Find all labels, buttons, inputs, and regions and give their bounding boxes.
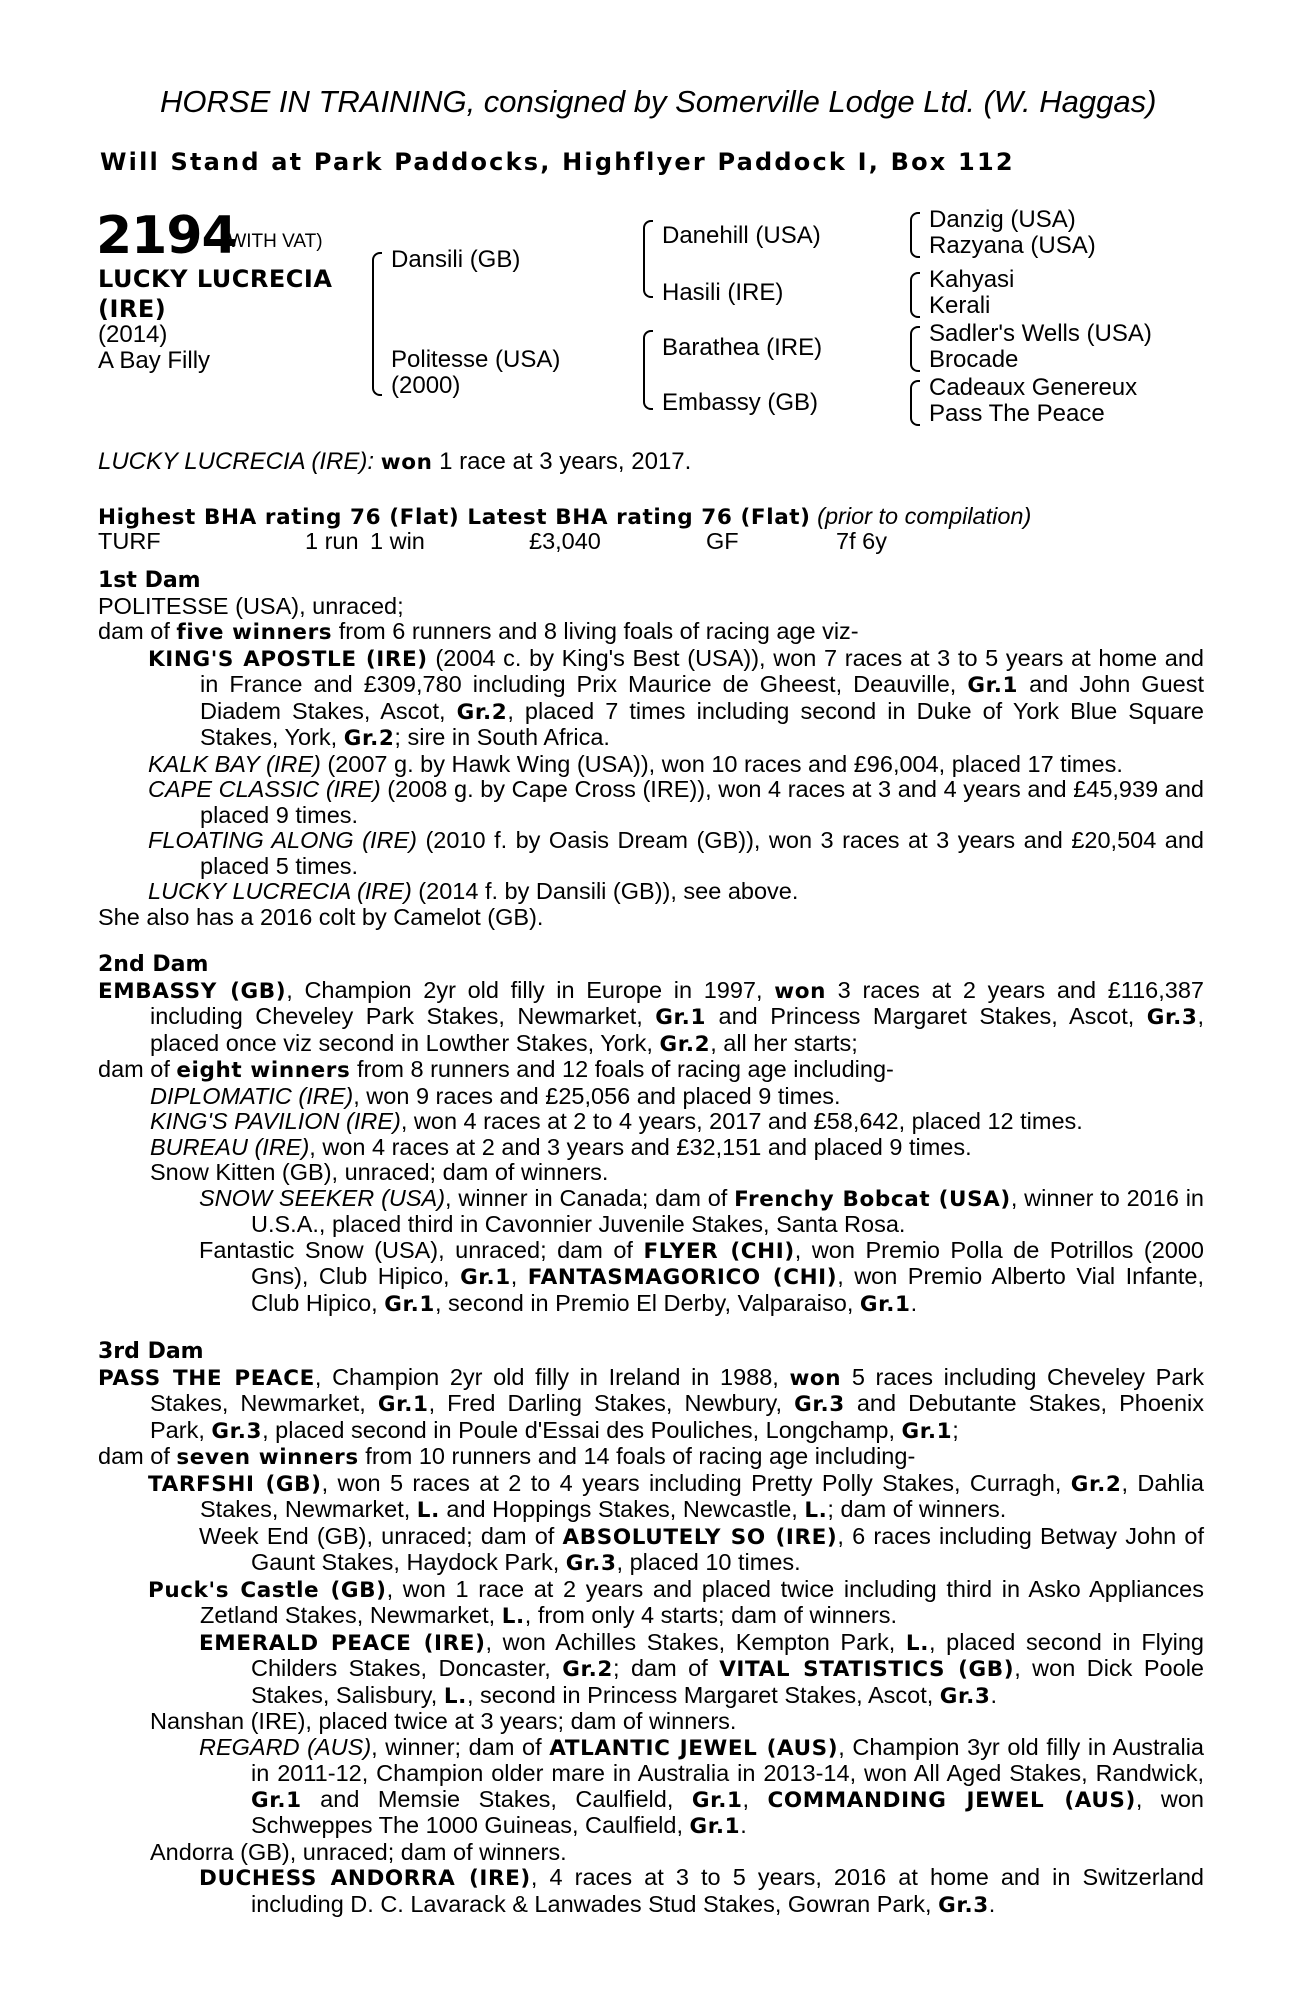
ss-name: SNOW SEEKER (USA) <box>199 1184 446 1211</box>
dam3-dam-of-c: from 10 runners and 14 foals of racing age including- <box>358 1443 916 1469</box>
ep-t1: , won Achilles Stakes, Kempton Park, <box>485 1628 906 1655</box>
fs-fant: FANTASMAGORICO (CHI) <box>527 1265 838 1290</box>
pedigree-bracket-g1 <box>910 212 920 258</box>
pedigree-bracket-sire <box>643 220 653 298</box>
bha-rating <box>98 503 1031 530</box>
ptp-gr3: Gr.3 <box>211 1418 263 1444</box>
dam1-intro: POLITESSE (USA), unraced; <box>98 592 404 619</box>
reg-t4: , <box>742 1785 768 1812</box>
pedigree-g8: Pass The Peace <box>929 400 1105 427</box>
turf-going: GF <box>706 528 739 554</box>
dip-t: , won 9 races and £25,056 and placed 9 times. <box>353 1082 841 1109</box>
ptp-t4: and Debutante Stakes, Phoenix Park, <box>150 1390 1204 1443</box>
pedigree-bracket-main <box>372 252 382 396</box>
pedigree-dam: Politesse (USA) <box>391 346 561 373</box>
dam2-dam-of <box>98 1057 1204 1084</box>
kings-gr1: Gr.1 <box>967 673 1019 698</box>
ptp-t5: , placed second in Poule d'Essai des Pouliches, Longchamp, <box>262 1416 902 1443</box>
summary-text: 1 race at 3 years, 2017. <box>439 448 692 475</box>
turf-runs: 1 run <box>305 528 359 554</box>
dam1-dam-of-a: dam of <box>98 618 177 644</box>
section-1st-dam: 1st Dam <box>98 568 201 593</box>
emb-won: won <box>774 978 826 1004</box>
progeny-kings-apostle <box>98 646 1204 752</box>
da-name: DUCHESS ANDORRA (IRE) <box>199 1866 531 1891</box>
progeny-kings-pavilion <box>98 1109 1204 1135</box>
ptp-t2: 5 races including Cheveley Park Stakes, Newmarket, <box>150 1363 1204 1416</box>
horse-description: A Bay Filly <box>98 347 211 374</box>
reg-t1: , winner; dam of <box>371 1733 550 1760</box>
reg-gr1: Gr.1 <box>251 1787 302 1813</box>
progeny-floating-along <box>98 828 1204 879</box>
pc-name: Puck's Castle (GB) <box>148 1577 387 1603</box>
fs-gr1: Gr.1 <box>460 1265 511 1290</box>
progeny-nanshan: Nanshan (IRE), placed twice at 3 years; dam of winners. <box>150 1708 737 1734</box>
fs-t1: Fantastic Snow (USA), unraced; dam of <box>199 1236 644 1263</box>
ep-t4: , won Dick Poole Stakes, Salisbury, <box>251 1655 1204 1708</box>
dam1-colt: She also has a 2016 colt by Camelot (GB). <box>98 903 544 930</box>
fs-flyer: FLYER (CHI) <box>643 1238 795 1264</box>
reg-t2: , Champion 3yr old filly in Australia in 2011-12, Champion older mare in Australia in 2013-14, won All Aged Stakes, Randwick, <box>251 1733 1204 1786</box>
progeny-duchess-andorra <box>98 1865 1204 1918</box>
tar-t4: ; dam of winners. <box>827 1496 1007 1522</box>
pc-t2: , from only 4 starts; dam of winners. <box>524 1602 897 1628</box>
pedigree-bracket-dam <box>643 330 653 410</box>
we-t1: Week End (GB), unraced; dam of <box>199 1522 563 1549</box>
ep-gr1: Gr.2 <box>562 1657 613 1682</box>
progeny-kalk-bay <box>98 752 1204 778</box>
pedigree-sire-sire: Danehill (USA) <box>662 222 821 249</box>
tar-l1: L. <box>416 1498 440 1523</box>
bur-t: , won 4 races at 2 and 3 years and £32,151 and placed 9 times. <box>309 1133 972 1160</box>
pedigree-dam-year: (2000) <box>391 372 461 399</box>
lot-number: 2194 <box>96 206 237 266</box>
family-body <box>98 568 1204 1918</box>
emb-gr1: Gr.1 <box>655 1005 707 1030</box>
ep-t5: , second in Princess Margaret Stakes, Ascot, <box>466 1681 940 1708</box>
fs-t3: , <box>510 1263 528 1289</box>
pedigree-bracket-g4 <box>910 380 920 426</box>
dam2-dam-of-a: dam of <box>98 1056 177 1082</box>
progeny-snow-kitten: Snow Kitten (GB), unraced; dam of winners. <box>150 1159 609 1185</box>
progeny-tarfshi <box>98 1471 1204 1524</box>
progeny-fantastic-snow <box>98 1238 1204 1318</box>
horse-name-line1: LUCKY LUCRECIA <box>98 265 333 293</box>
ptp-name: PASS THE PEACE <box>98 1365 315 1391</box>
turf-wins: 1 win <box>370 528 425 554</box>
tar-name: TARFSHI (GB) <box>148 1471 322 1497</box>
emb-gr2: Gr.3 <box>1146 1005 1198 1030</box>
we-t3: , placed 10 times. <box>616 1549 801 1575</box>
horse-name <box>98 264 332 324</box>
pedigree-dam-dam: Embassy (GB) <box>662 389 819 416</box>
pedigree-g2: Razyana (USA) <box>929 232 1096 259</box>
progeny-diplomatic <box>98 1084 1204 1110</box>
emb-t3: and Princess Margaret Stakes, Ascot, <box>706 1003 1147 1029</box>
race-summary <box>98 448 691 476</box>
dam1-dam-of-b: five winners <box>176 620 333 645</box>
progeny-pucks-castle <box>98 1577 1204 1630</box>
progeny-lucky-lucrecia <box>98 879 1204 905</box>
progeny-bureau <box>98 1135 1204 1161</box>
pedigree-g1: Danzig (USA) <box>929 206 1076 233</box>
reg-t3: and Memsie Stakes, Caulfield, <box>301 1785 692 1812</box>
tar-gr: Gr.2 <box>1070 1471 1122 1497</box>
reg-aj: ATLANTIC JEWEL (AUS) <box>549 1735 839 1761</box>
tar-t2: , Dahlia Stakes, Newmarket, <box>200 1469 1204 1522</box>
pedigree-g7: Cadeaux Genereux <box>929 374 1138 401</box>
kings-name: KING'S APOSTLE (IRE) <box>148 646 428 672</box>
section-2nd-dam: 2nd Dam <box>98 952 209 977</box>
ss-t2: , winner to 2016 in U.S.A., placed third in Cavonnier Juvenile Stakes, Santa Rosa. <box>251 1184 1204 1237</box>
ep-l1: L. <box>905 1630 929 1656</box>
progeny-emerald-peace <box>98 1630 1204 1710</box>
kp-t: , won 4 races at 2 to 4 years, 2017 and £58,642, placed 12 times. <box>400 1108 1083 1134</box>
ptp-gr2: Gr.3 <box>794 1392 845 1417</box>
ep-t6: . <box>990 1681 998 1708</box>
section-3rd-dam: 3rd Dam <box>98 1339 204 1364</box>
float-t: (2010 f. by Oasis Dream (GB)), won 3 races at 3 years and £20,504 and placed 5 times. <box>200 827 1204 879</box>
stand-location: Will Stand at Park Paddocks, Highflyer Paddock I, Box 112 <box>100 148 1015 176</box>
progeny-snow-seeker <box>98 1186 1204 1238</box>
dip-name: DIPLOMATIC (IRE) <box>150 1082 354 1109</box>
tar-l2: L. <box>804 1498 828 1523</box>
reg-gr3: Gr.1 <box>689 1814 741 1839</box>
vat-note: (WITH VAT) <box>222 231 323 252</box>
ptp-gr1: Gr.1 <box>377 1392 429 1417</box>
pedigree-sire-dam: Hasili (IRE) <box>662 279 784 306</box>
emb-t2: 3 races at 2 years and £116,387 including Cheveley Park Stakes, Newmarket, <box>150 976 1204 1029</box>
summary-colon: : <box>367 448 375 475</box>
emb-name: EMBASSY (GB) <box>98 978 287 1004</box>
kings-t1: (2004 c. by King's Best (USA)), won 7 races at 3 to 5 years at home and in France and £309,780 including Prix Maurice de Gheest, Deauville, <box>200 644 1204 697</box>
dam3-pass-the-peace <box>98 1365 1204 1445</box>
fs-t2: , won Premio Polla de Potrillos (2000 Gns), Club Hipico, <box>251 1236 1204 1289</box>
emb-t5: , all her starts; <box>710 1029 858 1056</box>
pc-t1: , won 1 race at 2 years and placed twice including third in Asko Appliances Zetland Stakes, Newmarket, <box>200 1575 1204 1628</box>
cape-t: (2008 g. by Cape Cross (IRE)), won 4 races at 3 and 4 years and £45,939 and placed 9 times. <box>200 776 1204 828</box>
fs-t6: . <box>910 1289 918 1316</box>
pedigree-bracket-g3 <box>910 326 920 372</box>
emb-t4: , placed once viz second in Lowther Stakes, York, <box>150 1003 1204 1056</box>
ep-gr2: Gr.3 <box>939 1683 991 1709</box>
bha-rating-note: (prior to compilation) <box>817 503 1032 529</box>
dam3-dam-of-b: seven winners <box>176 1445 359 1470</box>
cape-name: CAPE CLASSIC (IRE) <box>148 776 381 802</box>
ep-l2: L. <box>443 1683 467 1709</box>
fs-gr3: Gr.1 <box>859 1291 911 1317</box>
progeny-regard <box>98 1735 1204 1840</box>
dam1-dam-of <box>98 619 1204 646</box>
horse-name-line2: (IRE) <box>98 295 167 323</box>
ptp-won: won <box>789 1365 842 1391</box>
emb-gr3: Gr.2 <box>659 1031 711 1057</box>
reg-gr2: Gr.1 <box>691 1787 743 1813</box>
ss-fb: Frenchy Bobcat (USA) <box>734 1186 1011 1212</box>
ep-vs: VITAL STATISTICS (GB) <box>719 1657 1015 1682</box>
ptp-t3: , Fred Darling Stakes, Newbury, <box>428 1390 795 1416</box>
kings-gr2: Gr.2 <box>456 699 508 725</box>
ptp-gr4: Gr.1 <box>901 1418 953 1444</box>
pedigree-sire: Dansili (GB) <box>391 246 521 273</box>
bha-rating-text: Highest BHA rating 76 (Flat) Latest BHA rating 76 (Flat) <box>98 505 811 530</box>
dam3-dam-of <box>98 1444 1204 1471</box>
pedigree-g4: Kerali <box>929 292 991 319</box>
da-gr: Gr.3 <box>938 1892 989 1918</box>
kalk-name: KALK BAY (IRE) <box>148 750 321 777</box>
fs-t5: , second in Premio El Derby, Valparaiso, <box>434 1289 860 1316</box>
kings-t3: , placed 7 times including second in Duke of York Blue Square Stakes, York, <box>200 697 1204 750</box>
emb-t1: , Champion 2yr old filly in Europe in 1997, <box>286 976 775 1003</box>
pedigree-dam-sire: Barathea (IRE) <box>662 334 823 361</box>
turf-surface: TURF <box>98 528 161 554</box>
lucky-name: LUCKY LUCRECIA (IRE) <box>148 878 412 904</box>
foal-year: (2014) <box>98 321 168 348</box>
pedigree-bracket-g2 <box>910 272 920 318</box>
dam1-dam-of-c: from 6 runners and 8 living foals of racing age viz- <box>332 618 859 644</box>
turf-distance: 7f 6y <box>836 528 887 554</box>
kings-t4: ; sire in South Africa. <box>394 724 610 750</box>
kings-gr3: Gr.2 <box>343 726 395 751</box>
reg-cj: COMMANDING JEWEL (AUS) <box>767 1787 1136 1813</box>
lucky-t: (2014 f. by Dansili (GB)), see above. <box>411 878 799 904</box>
we-name: ABSOLUTELY SO (IRE) <box>562 1524 838 1550</box>
progeny-week-end <box>98 1524 1204 1577</box>
pedigree-g3: Kahyasi <box>929 266 1015 293</box>
kalk-t: (2007 g. by Hawk Wing (USA)), won 10 races and £96,004, placed 17 times. <box>320 750 1123 777</box>
we-gr: Gr.3 <box>565 1551 617 1576</box>
ep-t2: , placed second in Flying Childers Stakes, Doncaster, <box>251 1628 1205 1681</box>
ss-t1: , winner in Canada; dam of <box>445 1184 735 1211</box>
fs-gr2: Gr.1 <box>384 1291 435 1317</box>
reg-t6: . <box>740 1812 747 1838</box>
tar-t3: and Hoppings Stakes, Newcastle, <box>439 1496 805 1522</box>
progeny-andorra: Andorra (GB), unraced; dam of winners. <box>150 1838 567 1865</box>
reg-t5: , won Schweppes The 1000 Guineas, Caulfield, <box>251 1785 1205 1838</box>
consignor-heading: HORSE IN TRAINING, consigned by Somerville Lodge Ltd. (W. Haggas) <box>160 84 1157 119</box>
ptp-t6: ; <box>952 1416 959 1443</box>
kings-t2: and John Guest Diadem Stakes, Ascot, <box>200 671 1205 724</box>
float-name: FLOATING ALONG (IRE) <box>148 827 417 853</box>
progeny-cape-classic <box>98 777 1204 828</box>
summary-horse-name: LUCKY LUCRECIA (IRE) <box>98 448 368 475</box>
da-t1: , 4 races at 3 to 5 years, 2016 at home and in Switzerland including D. C. Lavarack & Lanwades Stud Stakes, Gowran Park, <box>251 1864 1204 1917</box>
da-t2: . <box>988 1890 996 1917</box>
bur-name: BUREAU (IRE) <box>150 1133 310 1160</box>
dam3-dam-of-a: dam of <box>98 1443 177 1469</box>
pc-l: L. <box>501 1604 525 1629</box>
dam2-dam-of-b: eight winners <box>176 1058 351 1083</box>
dam2-dam-of-c: from 8 runners and 12 foals of racing age including- <box>350 1056 894 1082</box>
ep-name: EMERALD PEACE (IRE) <box>199 1630 486 1656</box>
ptp-t1: , Champion 2yr old filly in Ireland in 1988, <box>314 1363 790 1390</box>
reg-name: REGARD (AUS) <box>199 1733 372 1760</box>
turf-earnings: £3,040 <box>529 528 601 554</box>
pedigree-g6: Brocade <box>929 346 1019 373</box>
kp-name: KING'S PAVILION (IRE) <box>150 1108 401 1134</box>
we-t2: , 6 races including Betway John of Gaunt Stakes, Haydock Park, <box>251 1522 1204 1575</box>
ep-t3: ; dam of <box>612 1655 720 1681</box>
fs-t4: , won Premio Alberto Vial Infante, Club Hipico, <box>251 1263 1204 1316</box>
summary-won: won <box>380 450 433 475</box>
tar-t1: , won 5 races at 2 to 4 years including Pretty Polly Stakes, Curragh, <box>321 1469 1071 1496</box>
pedigree-g5: Sadler's Wells (USA) <box>929 320 1152 347</box>
dam2-embassy <box>98 978 1204 1058</box>
